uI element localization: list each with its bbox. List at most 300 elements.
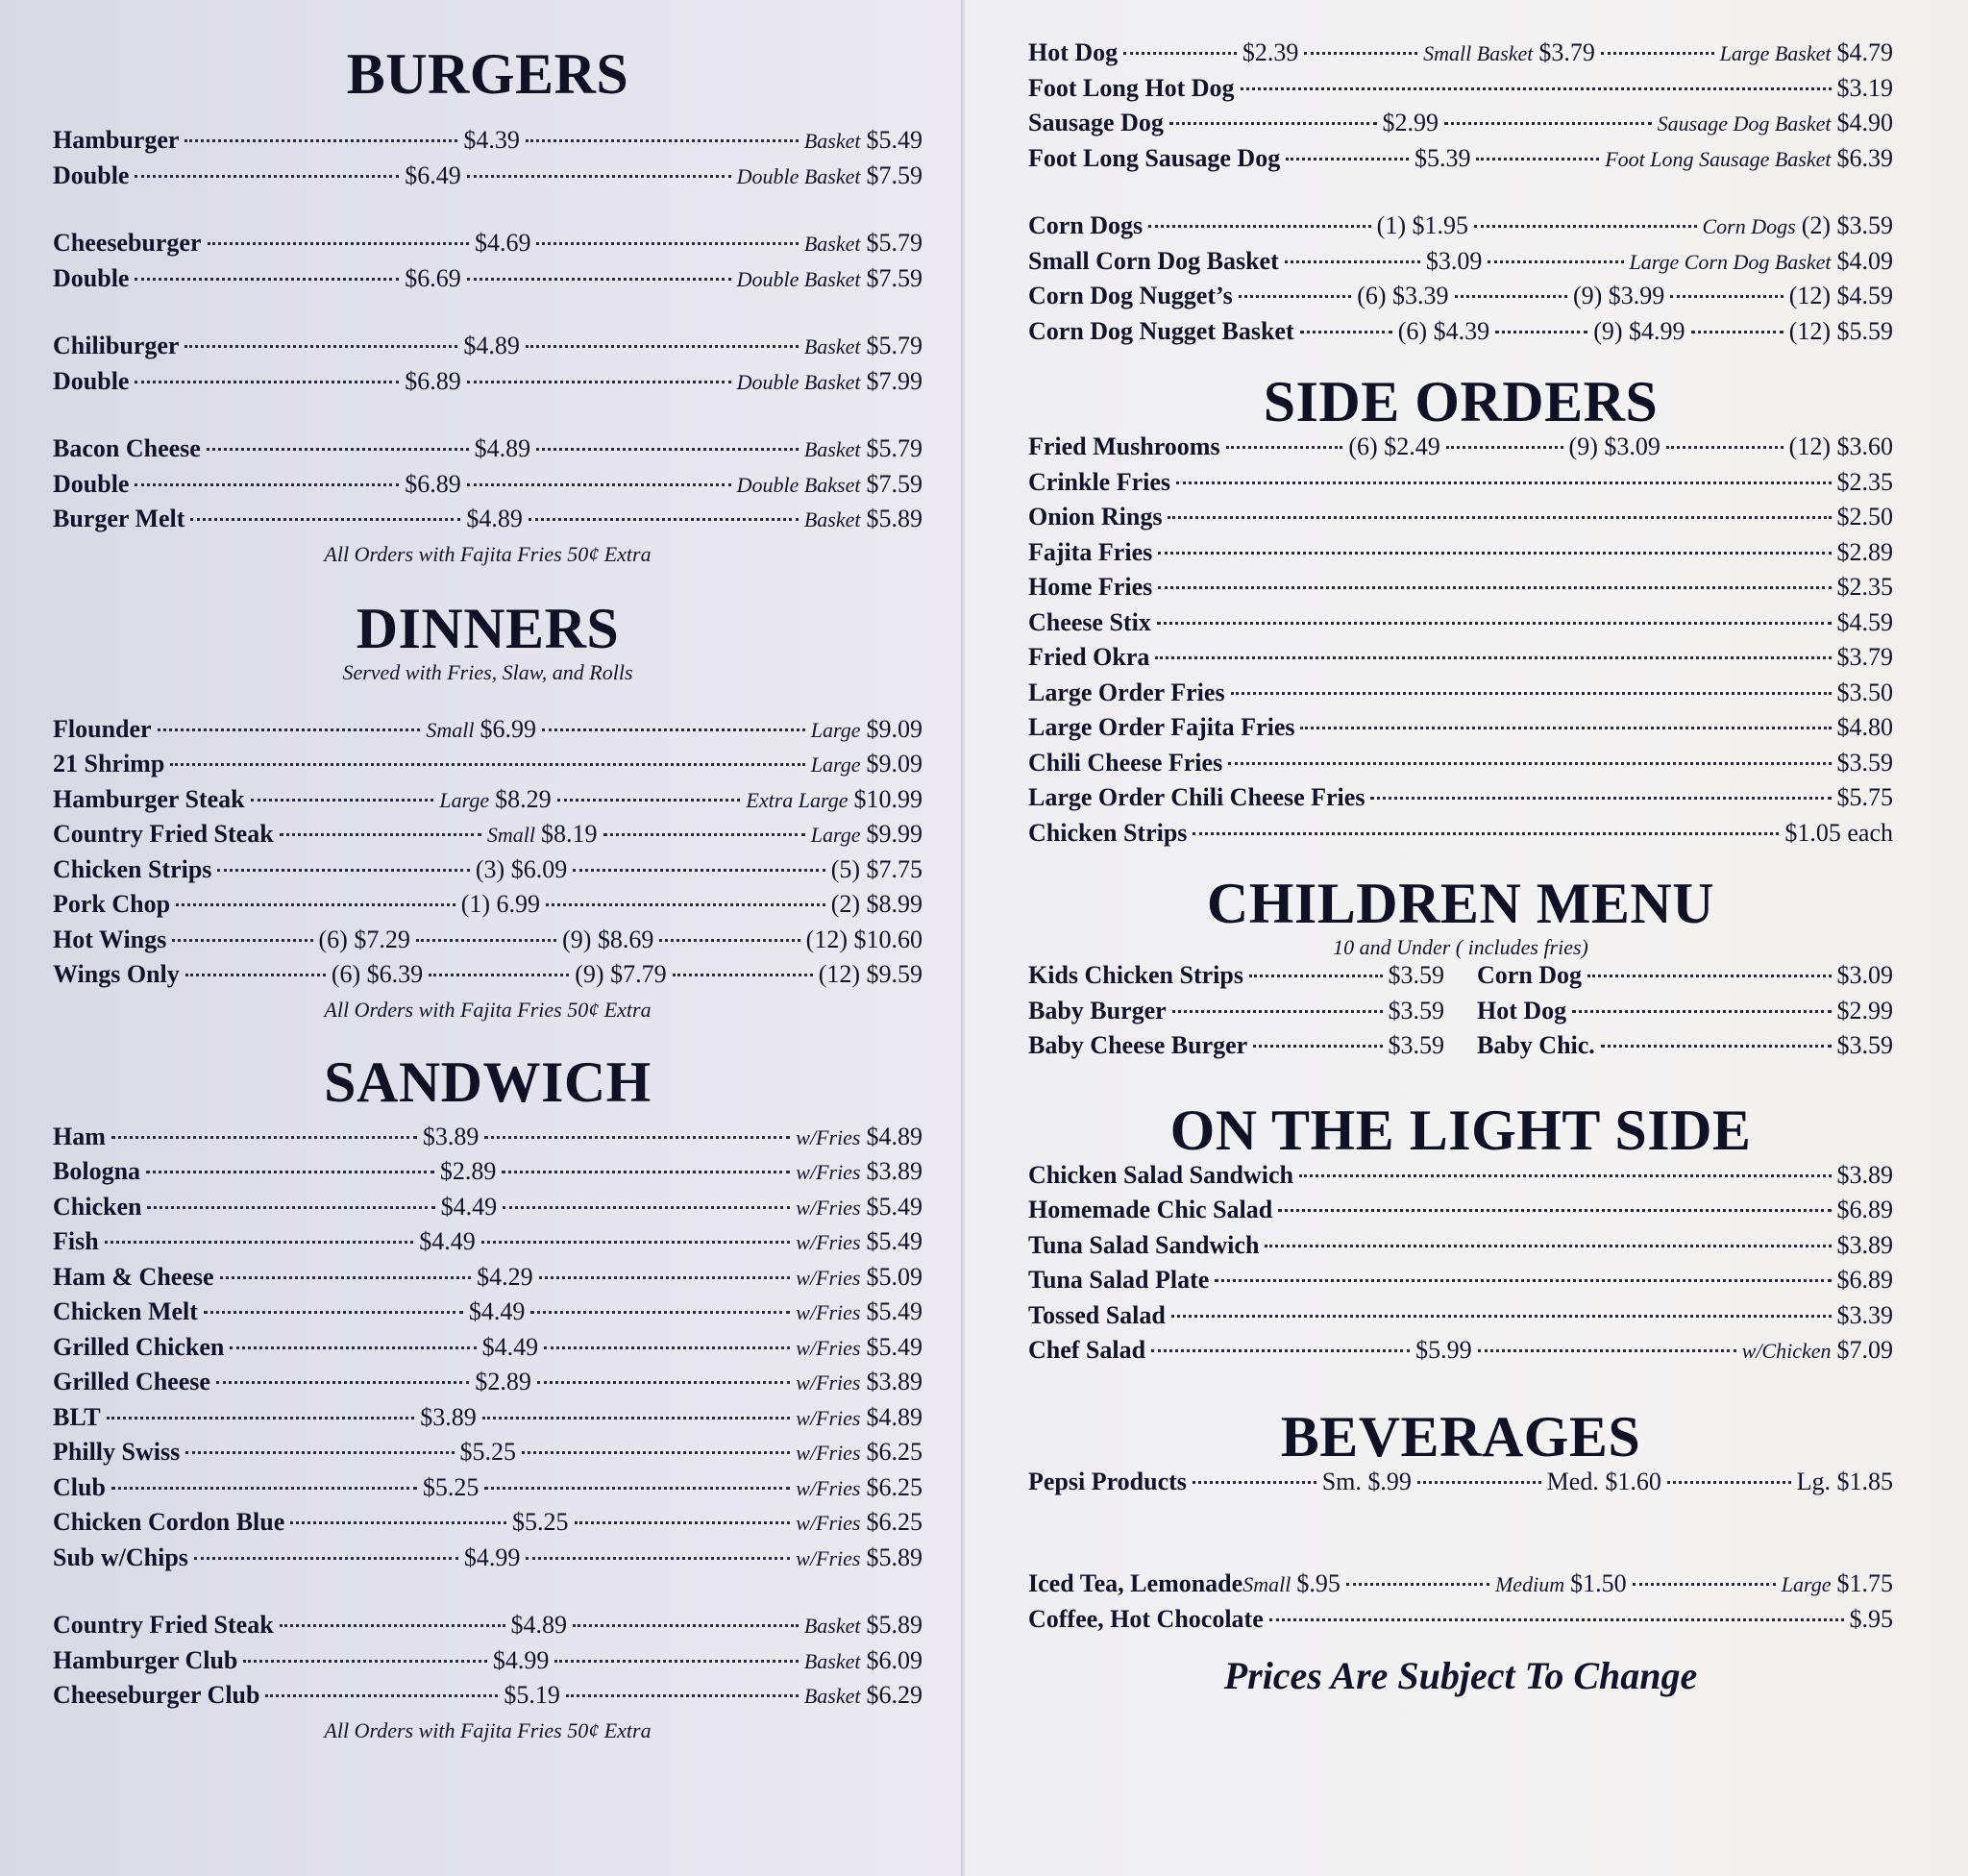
menu-item: [53, 1333, 922, 1369]
price: $4.59: [1836, 607, 1893, 636]
dot-leader: [1265, 1245, 1831, 1247]
price: $3.89: [1836, 1160, 1893, 1189]
price: (6) $6.39: [331, 960, 424, 988]
price: (12) $10.60: [805, 925, 922, 953]
price: $3.19: [1836, 73, 1893, 102]
price: $6.39: [1836, 143, 1893, 172]
price: $5.19: [504, 1681, 560, 1709]
dot-leader: [1231, 692, 1832, 695]
dot-leader: [575, 1521, 791, 1524]
menu-item: [1028, 573, 1893, 608]
price-label: Extra Large: [746, 787, 849, 812]
item-name: Wings Only: [53, 960, 180, 988]
dot-leader: [1148, 225, 1371, 228]
item-name: Pork Chop: [53, 890, 171, 918]
price: (5) $7.75: [830, 854, 923, 883]
menu-item: [1028, 74, 1893, 110]
menu-item: [53, 1263, 922, 1298]
menu-item: [53, 890, 922, 926]
price: $3.59: [1388, 996, 1444, 1024]
price: $7.99: [866, 366, 922, 395]
dot-leader: [184, 345, 457, 348]
menu-item: [1028, 1266, 1893, 1301]
menu-item: [1028, 211, 1893, 247]
dot-leader: [1587, 975, 1831, 977]
dot-leader: [135, 483, 399, 486]
item-name: Large Order Chili Cheese Fries: [1028, 783, 1365, 811]
burgers-heading: BURGERS: [346, 42, 629, 106]
dot-leader: [522, 1451, 790, 1454]
dot-leader: [1346, 1583, 1489, 1586]
dot-leader: [539, 1276, 791, 1279]
item-name: Grilled Cheese: [53, 1368, 210, 1395]
dot-leader: [170, 763, 804, 766]
menu-item: [53, 367, 922, 403]
price: $3.89: [422, 1122, 480, 1150]
dot-leader: [603, 833, 805, 836]
price: $4.89: [866, 1122, 922, 1150]
dot-leader: [1286, 158, 1409, 160]
price-label: Basket: [803, 437, 861, 461]
item-name: Ham & Cheese: [53, 1262, 214, 1291]
dot-leader: [194, 1557, 458, 1560]
dot-leader: [1123, 52, 1237, 55]
price: $6.29: [866, 1681, 922, 1709]
dot-leader: [251, 799, 434, 802]
dot-leader: [1171, 1315, 1832, 1318]
dot-leader: [176, 903, 455, 906]
menu-item: [53, 161, 922, 197]
price: $5.79: [866, 434, 923, 462]
item-name: Hot Wings: [53, 925, 167, 953]
price-label: Basket: [803, 129, 861, 153]
dot-leader: [536, 448, 799, 451]
dot-leader: [1228, 762, 1831, 765]
dot-leader: [544, 1346, 790, 1349]
item-name: Burger Melt: [53, 505, 185, 532]
item-name: Home Fries: [1028, 573, 1153, 601]
price-label: Double Bakset: [736, 472, 861, 497]
menu-item: [53, 1646, 922, 1682]
price-label: Basket: [803, 1684, 861, 1708]
price: $5.49: [866, 1297, 922, 1325]
dot-leader: [1176, 481, 1831, 484]
menu-item: [1477, 1031, 1893, 1067]
price: $9.99: [866, 820, 923, 848]
dot-leader: [207, 448, 469, 451]
menu-item: [53, 126, 922, 161]
price: (12) $4.59: [1788, 282, 1894, 309]
price: $3.79: [1836, 643, 1893, 671]
item-name: Bologna: [53, 1157, 141, 1185]
price: (9) $8.69: [562, 925, 654, 953]
dot-leader: [537, 1381, 790, 1384]
light-side-heading: ON THE LIGHT SIDE: [1169, 1098, 1752, 1162]
dinners-heading: DINNERS: [356, 596, 620, 660]
menu-item: [1477, 961, 1893, 997]
item-name: Double: [53, 263, 130, 292]
item-name: Cheese Stix: [1028, 607, 1151, 636]
price-label: Large: [810, 717, 861, 742]
price: $2.50: [1836, 503, 1893, 531]
price: $1.50: [1570, 1569, 1627, 1597]
item-name: Hot Dog: [1477, 996, 1567, 1024]
menu-item: [53, 1543, 922, 1579]
item-name: Corn Dogs: [1028, 211, 1144, 239]
price: $8.29: [495, 784, 552, 813]
item-name: 21 Shrimp: [53, 750, 165, 778]
price-label: Small Basket: [1423, 41, 1534, 65]
price-label: w/Fries: [796, 1300, 861, 1324]
dinners-note: All Orders with Fajita Fries 50¢ Extra: [324, 997, 652, 1022]
children-list-right: [1477, 961, 1893, 1067]
side-orders-heading: SIDE ORDERS: [1263, 370, 1659, 433]
item-name: Chef Salad: [1028, 1336, 1146, 1364]
menu-item: [1028, 38, 1893, 74]
dot-leader: [146, 1171, 434, 1173]
dot-leader: [529, 518, 799, 521]
menu-item: [1028, 1196, 1893, 1231]
price: $3.89: [866, 1157, 923, 1185]
price: $10.99: [853, 784, 923, 813]
price: (2) $3.59: [1801, 211, 1894, 239]
item-name: Chicken Strips: [53, 854, 212, 883]
price: $5.79: [866, 332, 923, 359]
price: $7.59: [866, 469, 922, 498]
item-name: Tuna Salad Plate: [1028, 1266, 1210, 1294]
price: $4.09: [1836, 246, 1894, 275]
dot-leader: [135, 381, 399, 383]
dot-leader: [1474, 225, 1697, 228]
menu-item: [1028, 1468, 1893, 1503]
item-name: Club: [53, 1472, 106, 1501]
dot-leader: [216, 1381, 469, 1384]
item-name: Baby Burger: [1028, 996, 1167, 1024]
dot-leader: [217, 869, 469, 872]
item-name: Corn Dog: [1477, 961, 1583, 989]
menu-item: [1028, 1031, 1444, 1067]
price: $5.75: [1836, 783, 1893, 811]
dot-leader: [481, 1241, 791, 1244]
dot-leader: [1417, 1481, 1541, 1484]
dot-leader: [673, 974, 813, 976]
menu-item: [53, 1403, 922, 1439]
dot-leader: [1667, 1481, 1791, 1484]
price-label: w/Fries: [796, 1475, 861, 1500]
price-label: Medium: [1494, 1572, 1565, 1596]
light-side-list: [1028, 1161, 1893, 1371]
children-list: [1028, 961, 1893, 1067]
menu-item: [1028, 1301, 1893, 1337]
dot-leader: [1299, 1174, 1832, 1177]
dot-leader: [1253, 1045, 1382, 1048]
price-label: Basket: [803, 507, 861, 531]
price: (9) $4.99: [1593, 316, 1685, 345]
price-label: Large Corn Dog Basket: [1629, 249, 1832, 274]
price-label: w/Fries: [796, 1195, 861, 1220]
price: $6.09: [866, 1645, 922, 1674]
price: $4.49: [440, 1192, 498, 1221]
dot-leader: [429, 974, 569, 976]
menu-item: [1028, 317, 1893, 353]
dot-leader: [1633, 1583, 1776, 1586]
sandwich-heading: SANDWICH: [324, 1049, 652, 1114]
dot-leader: [135, 278, 399, 281]
menu-item: [53, 1508, 922, 1543]
dot-leader: [1304, 52, 1417, 55]
sandwich-club-list: [53, 1611, 922, 1716]
menu-item: [1028, 1161, 1893, 1197]
price: $4.69: [474, 229, 531, 257]
item-name: Double: [53, 366, 130, 395]
price-label: Large Basket: [1719, 41, 1832, 65]
price: $3.59: [1388, 961, 1444, 989]
price: $1.05 each: [1784, 818, 1893, 847]
dot-leader: [220, 1276, 472, 1279]
dot-leader: [484, 1136, 790, 1139]
item-name: Large Order Fajita Fries: [1028, 713, 1295, 741]
item-name: Coffee, Hot Chocolate: [1028, 1604, 1264, 1633]
price: $5.09: [866, 1262, 922, 1291]
price: $9.09: [866, 750, 922, 778]
sandwich-note: All Orders with Fajita Fries 50¢ Extra: [324, 1717, 652, 1742]
price: $4.99: [463, 1543, 521, 1571]
price: $5.89: [866, 1543, 922, 1571]
price: (9) $3.99: [1572, 282, 1665, 309]
price: $5.49: [866, 1227, 923, 1255]
dot-leader: [1670, 295, 1783, 298]
item-name: Fried Mushrooms: [1028, 432, 1220, 460]
price-label: Small: [1242, 1572, 1292, 1596]
dot-leader: [105, 1241, 414, 1244]
item-name: Foot Long Hot Dog: [1028, 73, 1235, 102]
price: $2.35: [1836, 467, 1893, 496]
item-name: Corn Dog Nugget’s: [1028, 282, 1233, 309]
price: $4.39: [463, 126, 520, 154]
price: $4.89: [866, 1402, 922, 1431]
item-name: Corn Dog Nugget Basket: [1028, 316, 1294, 345]
menu-item: [1028, 282, 1893, 317]
price: $6.25: [866, 1472, 922, 1501]
price: $3.09: [1836, 961, 1893, 989]
menu-item: [53, 505, 922, 540]
price: $7.59: [866, 160, 922, 189]
price: $9.09: [866, 714, 923, 743]
dot-leader: [467, 483, 731, 486]
price-label: Basket: [803, 334, 861, 358]
price: $6.89: [405, 469, 461, 498]
price: $5.99: [1415, 1336, 1472, 1364]
dot-leader: [172, 939, 312, 942]
menu-item: [1028, 109, 1893, 144]
price: $5.89: [866, 1611, 923, 1639]
item-name: Hamburger Club: [53, 1645, 238, 1674]
item-name: Pepsi Products: [1028, 1467, 1187, 1495]
price-label: w/Fries: [796, 1230, 861, 1254]
beverages-list-2: [1028, 1569, 1893, 1640]
menu-item: [53, 264, 922, 300]
item-name: Baby Cheese Burger: [1028, 1031, 1248, 1059]
item-name: Large Order Fries: [1028, 678, 1225, 706]
price-label: w/Fries: [796, 1124, 861, 1149]
price: $8.19: [541, 820, 598, 848]
price: $5.25: [512, 1508, 569, 1536]
dot-leader: [467, 175, 731, 178]
dot-leader: [566, 1694, 799, 1697]
price: (2) $8.99: [830, 890, 923, 918]
price: (9) $7.79: [575, 960, 667, 988]
item-name: Hamburger: [53, 126, 180, 154]
price: (12) $5.59: [1788, 316, 1894, 345]
item-name: Chicken: [53, 1192, 142, 1221]
dot-leader: [204, 1311, 463, 1314]
price: $2.35: [1836, 573, 1893, 601]
price: $6.99: [480, 714, 536, 743]
menu-item: [53, 1193, 922, 1228]
item-name: Chicken Cordon Blue: [53, 1508, 285, 1536]
menu-item: [53, 750, 922, 785]
dot-leader: [526, 1557, 790, 1560]
menu-item: [53, 1473, 922, 1509]
children-subtitle: 10 and Under ( includes fries): [1333, 935, 1588, 959]
dot-leader: [158, 728, 421, 731]
item-name: Onion Rings: [1028, 503, 1163, 531]
menu-item: [53, 1368, 922, 1403]
item-name: Ham: [53, 1122, 106, 1150]
price: $.95: [1849, 1604, 1893, 1633]
price-label: Double Basket: [736, 163, 861, 188]
dinners-list: [53, 715, 922, 996]
price-label: Small: [486, 823, 536, 847]
price: (6) $3.39: [1357, 282, 1449, 309]
item-name: Cheeseburger: [53, 229, 202, 257]
item-name: Sausage Dog: [1028, 109, 1164, 136]
item-name: Double: [53, 469, 130, 498]
item-name: Fried Okra: [1028, 643, 1150, 671]
price: $6.49: [405, 160, 461, 189]
menu-item: [53, 855, 922, 891]
price: $4.49: [481, 1332, 539, 1361]
children-menu-heading: CHILDREN MENU: [1206, 872, 1715, 935]
dot-leader: [243, 1660, 486, 1663]
dot-leader: [1300, 727, 1831, 729]
price: $5.89: [866, 505, 923, 532]
dot-leader: [1269, 1618, 1844, 1621]
menu-item: [53, 1123, 922, 1158]
price-label: Large: [1781, 1572, 1832, 1596]
dot-leader: [184, 139, 457, 142]
dot-leader: [1601, 52, 1714, 55]
item-name: Hamburger Steak: [53, 784, 245, 813]
price: $4.90: [1836, 109, 1893, 136]
price: $7.59: [866, 263, 922, 292]
price: $4.89: [510, 1611, 568, 1639]
price: Sm. $.99: [1321, 1467, 1412, 1495]
menu-item: [1028, 432, 1893, 468]
price: $2.99: [1836, 996, 1893, 1024]
dot-leader: [290, 1521, 506, 1524]
price: (12) $9.59: [818, 960, 923, 988]
menu-item: [1028, 819, 1893, 854]
menu-item: [1028, 144, 1893, 180]
page-fold: [961, 0, 967, 1876]
menu-item: [1477, 997, 1893, 1032]
menu-item: [1028, 997, 1444, 1032]
dot-leader: [1193, 832, 1779, 835]
side-orders-list: [1028, 432, 1893, 853]
price-label: Basket: [803, 232, 861, 256]
dot-leader: [1157, 622, 1832, 625]
item-name: BLT: [53, 1402, 101, 1431]
price: $5.25: [459, 1438, 516, 1466]
item-name: Philly Swiss: [53, 1438, 181, 1466]
dot-leader: [1666, 446, 1784, 449]
menu-item: [53, 926, 922, 961]
price-label: w/Chicken: [1741, 1339, 1832, 1363]
sandwich-list: [53, 1123, 922, 1579]
dot-leader: [573, 869, 824, 872]
item-name: Iced Tea, Lemonade: [1028, 1569, 1243, 1597]
prices-disclaimer: Prices Are Subject To Change: [1223, 1654, 1698, 1697]
item-name: Small Corn Dog Basket: [1028, 246, 1279, 275]
price: (6) $4.39: [1397, 316, 1490, 345]
right-column: [1028, 0, 1893, 1698]
price: $6.89: [1836, 1196, 1893, 1223]
dot-leader: [554, 1660, 798, 1663]
dot-leader: [1572, 1010, 1831, 1013]
menu-item: [1028, 538, 1893, 574]
price-label: w/Fries: [796, 1370, 861, 1395]
price: $5.25: [422, 1472, 480, 1501]
price: $4.80: [1836, 713, 1893, 741]
dot-leader: [107, 1417, 415, 1419]
price: (1) $1.95: [1376, 211, 1468, 239]
dot-leader: [185, 1451, 454, 1454]
price: $6.89: [405, 366, 461, 395]
price-label: Double Basket: [736, 369, 861, 394]
menu-item: [1028, 679, 1893, 714]
beverages-heading: BEVERAGES: [1280, 1404, 1641, 1469]
price: $4.89: [474, 434, 531, 462]
dot-leader: [1151, 1349, 1410, 1352]
dot-leader: [230, 1346, 476, 1349]
price: $4.49: [419, 1227, 476, 1255]
dot-leader: [1249, 975, 1383, 977]
price-label: w/Fries: [796, 1160, 861, 1184]
item-name: Chicken Strips: [1028, 818, 1188, 847]
dot-leader: [1370, 797, 1831, 800]
price-label: Large: [810, 753, 861, 777]
price: $1.75: [1836, 1569, 1893, 1597]
dot-leader: [1300, 331, 1392, 333]
dot-leader: [1476, 158, 1599, 160]
price: $3.89: [420, 1402, 477, 1431]
item-name: Country Fried Steak: [53, 1611, 274, 1639]
menu-item: [1028, 608, 1893, 644]
price-label: Large: [810, 823, 861, 847]
price: $3.50: [1836, 678, 1893, 706]
price: $5.39: [1414, 143, 1471, 172]
price-label: Double Basket: [736, 266, 861, 291]
burgers-note: All Orders with Fajita Fries 50¢ Extra: [324, 541, 652, 566]
menu-item: [53, 1297, 922, 1333]
dot-leader: [526, 345, 799, 348]
menu-item: [53, 229, 922, 264]
dot-leader: [1241, 87, 1832, 90]
price: $2.39: [1242, 38, 1299, 66]
item-name: Crinkle Fries: [1028, 467, 1171, 496]
hotdogs-list: [1028, 38, 1893, 179]
